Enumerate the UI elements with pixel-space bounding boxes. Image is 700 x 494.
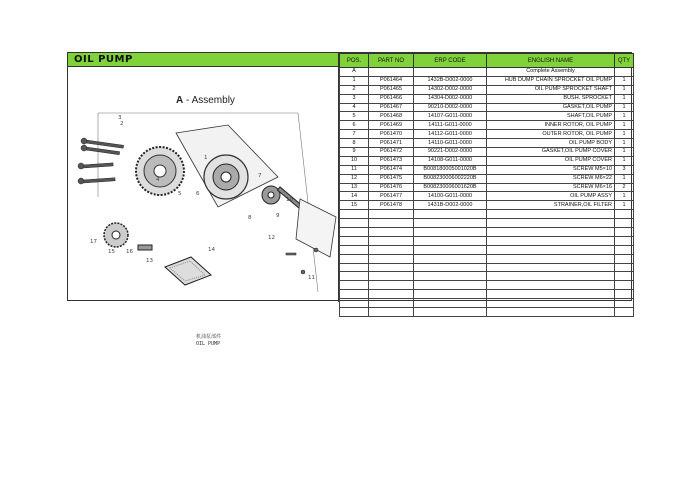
pos-cell: 9	[340, 148, 369, 157]
part-no-cell: P061474	[369, 165, 414, 174]
qty-cell: 1	[615, 174, 634, 183]
qty-cell: 1	[615, 103, 634, 112]
pin	[138, 245, 152, 250]
empty-cell	[369, 236, 414, 245]
empty-cell	[487, 299, 615, 308]
name-cell: OUTER ROTOR, OIL PUMP	[487, 130, 615, 139]
empty-table-row	[340, 228, 634, 237]
table-row	[340, 192, 634, 201]
col-pos: POS.	[340, 54, 369, 68]
qty-cell: 2	[615, 183, 634, 192]
empty-table-row	[340, 219, 634, 228]
empty-cell	[369, 210, 414, 219]
empty-table-row	[340, 245, 634, 254]
qty-cell: 1	[615, 148, 634, 157]
part-no-cell: P061473	[369, 156, 414, 165]
caption-chinese: 机油泵部件	[196, 334, 222, 340]
strainer	[165, 257, 211, 285]
empty-cell	[487, 272, 615, 281]
empty-cell	[340, 299, 369, 308]
part-no-cell	[369, 68, 414, 77]
empty-cell	[340, 245, 369, 254]
part-no-cell: P061477	[369, 192, 414, 201]
qty-cell: 1	[615, 139, 634, 148]
assembly-text: - Assembly	[183, 95, 235, 106]
table-body	[340, 68, 634, 317]
empty-cell	[369, 290, 414, 299]
pos-cell: 6	[340, 121, 369, 130]
empty-cell	[615, 308, 634, 317]
empty-cell	[615, 272, 634, 281]
empty-cell	[414, 210, 487, 219]
callout-3: 3	[118, 115, 122, 121]
parts-sheet	[67, 52, 632, 347]
empty-cell	[487, 210, 615, 219]
empty-table-row	[340, 210, 634, 219]
name-cell: SCREW M5×10	[487, 165, 615, 174]
qty-cell: 1	[615, 94, 634, 103]
erp-code-cell: 14111-G011-0000	[414, 121, 487, 130]
table-row	[340, 174, 634, 183]
empty-cell	[369, 299, 414, 308]
name-cell: SHAFT,OIL PUMP	[487, 112, 615, 121]
pos-cell: 7	[340, 130, 369, 139]
table-row	[340, 121, 634, 130]
table-row	[340, 148, 634, 157]
table-header-row	[340, 54, 634, 68]
qty-cell: 1	[615, 201, 634, 210]
callout-17: 17	[90, 239, 97, 245]
empty-cell	[340, 228, 369, 237]
name-cell: OIL PUMP SPROCKET SHAFT	[487, 85, 615, 94]
erp-code-cell: 14302-D002-0000	[414, 85, 487, 94]
empty-table-row	[340, 281, 634, 290]
table-row	[340, 156, 634, 165]
callout-6: 6	[196, 191, 200, 197]
part-no-cell: P061470	[369, 130, 414, 139]
empty-cell	[414, 228, 487, 237]
qty-cell: 1	[615, 192, 634, 201]
part-no-cell: P061472	[369, 148, 414, 157]
callout-8: 8	[248, 215, 252, 221]
callout-10: 10	[286, 197, 293, 203]
empty-cell	[369, 281, 414, 290]
pos-cell: 5	[340, 112, 369, 121]
callout-5: 5	[178, 191, 182, 197]
erp-code-cell: 14107-G011-0000	[414, 112, 487, 121]
part-no-cell: P061469	[369, 121, 414, 130]
callout-16: 16	[126, 249, 133, 255]
caption-english: OIL PUMP	[196, 341, 221, 347]
qty-cell	[615, 68, 634, 77]
empty-cell	[414, 272, 487, 281]
small-gear	[104, 223, 128, 247]
qty-cell: 1	[615, 112, 634, 121]
qty-cell: 1	[615, 156, 634, 165]
part-no-cell: P061467	[369, 103, 414, 112]
empty-table-row	[340, 272, 634, 281]
empty-cell	[369, 272, 414, 281]
table-row	[340, 112, 634, 121]
name-cell: OIL PUMP COVER	[487, 156, 615, 165]
empty-cell	[340, 219, 369, 228]
erp-code-cell: 14304-D002-0000	[414, 94, 487, 103]
pos-cell: 2	[340, 85, 369, 94]
name-cell: Complete Assembly	[487, 68, 615, 77]
table-row	[340, 76, 634, 85]
empty-cell	[369, 254, 414, 263]
parts-table	[339, 53, 634, 317]
table-row	[340, 85, 634, 94]
empty-cell	[340, 210, 369, 219]
table-row	[340, 130, 634, 139]
empty-cell	[369, 263, 414, 272]
empty-cell	[615, 299, 634, 308]
sprocket	[136, 147, 184, 195]
empty-cell	[487, 290, 615, 299]
erp-code-cell	[414, 68, 487, 77]
empty-cell	[369, 308, 414, 317]
empty-cell	[487, 254, 615, 263]
callout-13: 13	[146, 258, 153, 264]
pos-cell: 13	[340, 183, 369, 192]
qty-cell: 1	[615, 85, 634, 94]
parts-table-area	[338, 53, 633, 302]
col-erp-code: ERP CODE	[414, 54, 487, 68]
empty-cell	[414, 308, 487, 317]
empty-cell	[487, 263, 615, 272]
erp-code-cell: 14112-G011-0000	[414, 130, 487, 139]
erp-code-cell: 90210-D002-0000	[414, 103, 487, 112]
erp-code-cell: B008230006002220B	[414, 174, 487, 183]
empty-cell	[414, 263, 487, 272]
empty-cell	[414, 236, 487, 245]
empty-cell	[340, 308, 369, 317]
table-row	[340, 183, 634, 192]
callout-2: 2	[120, 121, 124, 127]
erp-code-cell: 90221-D002-0000	[414, 148, 487, 157]
pos-cell: 11	[340, 165, 369, 174]
empty-table-row	[340, 236, 634, 245]
erp-code-cell: B008180005001020B	[414, 165, 487, 174]
small-screws	[286, 248, 318, 274]
pos-cell: 1	[340, 76, 369, 85]
empty-cell	[615, 263, 634, 272]
empty-cell	[340, 281, 369, 290]
bolts	[78, 138, 124, 184]
callout-15: 15	[108, 249, 115, 255]
empty-cell	[340, 272, 369, 281]
empty-cell	[615, 210, 634, 219]
table-row	[340, 139, 634, 148]
callout-11: 11	[308, 275, 315, 281]
part-no-cell: P061471	[369, 139, 414, 148]
part-no-cell: P061464	[369, 76, 414, 85]
empty-cell	[340, 290, 369, 299]
table-row	[340, 165, 634, 174]
empty-cell	[369, 228, 414, 237]
name-cell: STRAINER,OIL FILTER	[487, 201, 615, 210]
empty-table-row	[340, 299, 634, 308]
assembly-letter: A	[176, 95, 184, 106]
col-part-no: PART NO	[369, 54, 414, 68]
table-row	[340, 94, 634, 103]
empty-cell	[340, 236, 369, 245]
name-cell: INNER ROTOR, OIL PUMP	[487, 121, 615, 130]
erp-code-cell: 14108-G011-0000	[414, 156, 487, 165]
empty-cell	[487, 228, 615, 237]
empty-cell	[487, 281, 615, 290]
pos-cell: 3	[340, 94, 369, 103]
part-no-cell: P061468	[369, 112, 414, 121]
table-row	[340, 68, 634, 77]
empty-cell	[487, 236, 615, 245]
empty-cell	[414, 254, 487, 263]
part-no-cell: P061475	[369, 174, 414, 183]
empty-cell	[615, 290, 634, 299]
empty-cell	[414, 290, 487, 299]
col-english-name: ENGLISH NAME	[487, 54, 615, 68]
name-cell: HUB DUMP CHAIN SPROCKET OIL PUMP	[487, 76, 615, 85]
name-cell: BUSH. SPROCKET	[487, 94, 615, 103]
erp-code-cell: 14100-G011-0000	[414, 192, 487, 201]
empty-table-row	[340, 308, 634, 317]
empty-cell	[615, 281, 634, 290]
erp-code-cell: 14110-G011-0000	[414, 139, 487, 148]
qty-cell: 1	[615, 130, 634, 139]
empty-cell	[487, 219, 615, 228]
qty-cell: 1	[615, 76, 634, 85]
empty-cell	[369, 245, 414, 254]
col-qty: QTY	[615, 54, 634, 68]
erp-code-cell: B008230006001620B	[414, 183, 487, 192]
callout-9: 9	[276, 213, 280, 219]
assembly-label	[176, 95, 235, 106]
empty-table-row	[340, 254, 634, 263]
empty-cell	[615, 245, 634, 254]
erp-code-cell: 1432B-D002-0000	[414, 76, 487, 85]
empty-cell	[414, 281, 487, 290]
pos-cell: 12	[340, 174, 369, 183]
qty-cell: 3	[615, 165, 634, 174]
empty-cell	[340, 263, 369, 272]
pos-cell: 10	[340, 156, 369, 165]
pos-cell: 15	[340, 201, 369, 210]
empty-cell	[615, 236, 634, 245]
pos-cell: A	[340, 68, 369, 77]
pos-cell: 4	[340, 103, 369, 112]
name-cell: OIL PUMP ASSY	[487, 192, 615, 201]
qty-cell: 1	[615, 121, 634, 130]
part-no-cell: P061478	[369, 201, 414, 210]
callout-12: 12	[268, 235, 275, 241]
empty-cell	[340, 254, 369, 263]
pos-cell: 8	[340, 139, 369, 148]
name-cell: SCREW M6×16	[487, 183, 615, 192]
empty-cell	[414, 245, 487, 254]
empty-cell	[487, 308, 615, 317]
part-no-cell: P061466	[369, 94, 414, 103]
table-row	[340, 103, 634, 112]
callout-4: 4	[156, 177, 160, 183]
empty-cell	[414, 299, 487, 308]
empty-table-row	[340, 290, 634, 299]
empty-cell	[615, 219, 634, 228]
empty-cell	[369, 219, 414, 228]
empty-cell	[487, 245, 615, 254]
exploded-view-drawing	[68, 67, 338, 347]
callout-1: 1	[204, 155, 208, 161]
part-no-cell: P061465	[369, 85, 414, 94]
page-title: OIL PUMP	[74, 54, 133, 65]
name-cell: SCREW M6×22	[487, 174, 615, 183]
empty-cell	[615, 254, 634, 263]
name-cell: OIL PUMP BODY	[487, 139, 615, 148]
name-cell: GASKET,OIL PUMP	[487, 103, 615, 112]
table-row	[340, 201, 634, 210]
empty-table-row	[340, 263, 634, 272]
empty-cell	[414, 219, 487, 228]
part-no-cell: P061476	[369, 183, 414, 192]
erp-code-cell: 1431B-D002-0000	[414, 201, 487, 210]
empty-cell	[615, 228, 634, 237]
callout-14: 14	[208, 247, 215, 253]
title-bar	[68, 53, 338, 67]
name-cell: GASKET,OIL PUMP COVER	[487, 148, 615, 157]
callout-7: 7	[258, 173, 262, 179]
pos-cell: 14	[340, 192, 369, 201]
